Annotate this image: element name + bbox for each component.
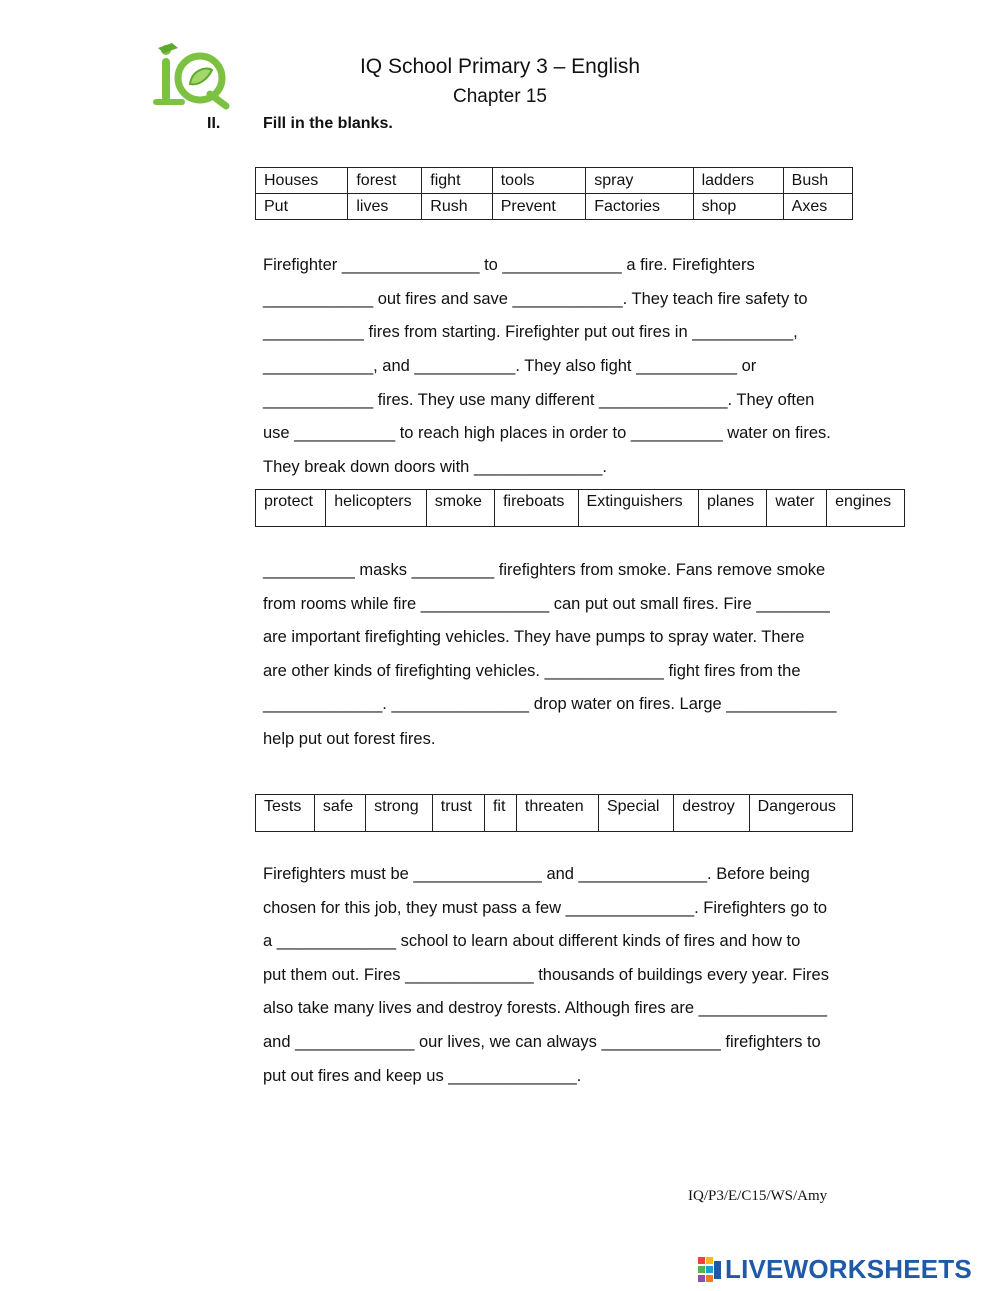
word-bank-1 [255,167,853,220]
word-cell: fireboats [495,490,578,527]
word-cell: Prevent [492,194,586,220]
chapter-label: Chapter 15 [452,86,547,107]
word-cell: lives [348,194,422,220]
passage-2-line: _____________. _______________ drop water on fires. Large ____________ [263,695,837,713]
word-cell: destroy [674,795,749,832]
passage-2-line: from rooms while fire ______________ can put out small fires. Fire ________ [263,595,830,613]
passage-3-line: and _____________ our lives, we can always _____________ firefighters to [263,1033,821,1051]
word-cell: Tests [256,795,315,832]
word-cell: Factories [586,194,693,220]
passage-3-line: chosen for this job, they must pass a few ______________. Firefighters go to [263,899,828,917]
word-bank-2 [255,489,905,527]
passage-1-line: ____________ out fires and save ____________. They teach fire safety to [263,290,808,308]
passage-1-line: ___________ fires from starting. Firefighter put out fires in ___________, [263,323,798,341]
passage-3-line: Firefighters must be ______________ and ______________. Before being [263,865,810,883]
passage-1-line: They break down doors with ______________. [263,458,607,476]
passage-3-line: a _____________ school to learn about different kinds of fires and how to [263,932,801,950]
word-cell: Houses [256,168,348,194]
word-cell: safe [314,795,365,832]
word-cell: Special [598,795,673,832]
word-cell: threaten [516,795,598,832]
word-cell: fight [422,168,492,194]
passage-2-line: __________ masks _________ firefighters from smoke. Fans remove smoke [263,561,826,579]
passage-1-line: Firefighter _______________ to _____________ a fire. Firefighters [263,256,755,274]
worksheet-code: IQ/P3/E/C15/WS/Amy [688,1188,828,1204]
word-cell: tools [492,168,586,194]
passage-1-line: use ___________ to reach high places in order to __________ water on fires. [263,424,831,442]
word-cell: smoke [426,490,494,527]
section-number: II. [207,115,221,132]
word-cell: engines [827,490,905,527]
passage-3-line: put out fires and keep us ______________. [263,1067,582,1085]
word-cell: fit [484,795,516,832]
section-instruction: Fill in the blanks. [263,115,393,132]
word-cell: Put [256,194,348,220]
word-cell: trust [432,795,484,832]
word-cell: Axes [783,194,852,220]
passage-1-line: ____________ fires. They use many different ______________. They often [263,391,815,409]
word-cell: spray [586,168,693,194]
word-cell: ladders [693,168,783,194]
passage-3-line: also take many lives and destroy forests. Although fires are ______________ [263,999,828,1017]
word-cell: strong [366,795,433,832]
word-cell: shop [693,194,783,220]
worksheet-title: IQ School Primary 3 – English [359,55,641,78]
word-cell: Extinguishers [578,490,698,527]
word-cell: protect [256,490,326,527]
passage-2-line: are other kinds of firefighting vehicles. _____________ fight fires from the [263,662,801,680]
passage-2-line: are important firefighting vehicles. They have pumps to spray water. There [263,628,805,646]
table-row [256,168,853,194]
word-cell: forest [348,168,422,194]
word-cell: Dangerous [749,795,852,832]
passage-3-line: put them out. Fires ______________ thousands of buildings every year. Fires [263,966,829,984]
passage-1-line: ____________, and ___________. They also fight ___________ or [263,357,757,375]
table-row [256,194,853,220]
word-cell: helicopters [326,490,427,527]
liveworksheets-icon [698,1257,722,1283]
table-row [256,795,853,832]
word-cell: Rush [422,194,492,220]
table-row [256,490,905,527]
passage-2-line: help put out forest fires. [263,730,436,748]
word-bank-3 [255,794,853,832]
word-cell: planes [698,490,766,527]
word-cell: water [767,490,827,527]
word-cell: Bush [783,168,852,194]
liveworksheets-wordmark: LIVEWORKSHEETS [725,1254,972,1284]
